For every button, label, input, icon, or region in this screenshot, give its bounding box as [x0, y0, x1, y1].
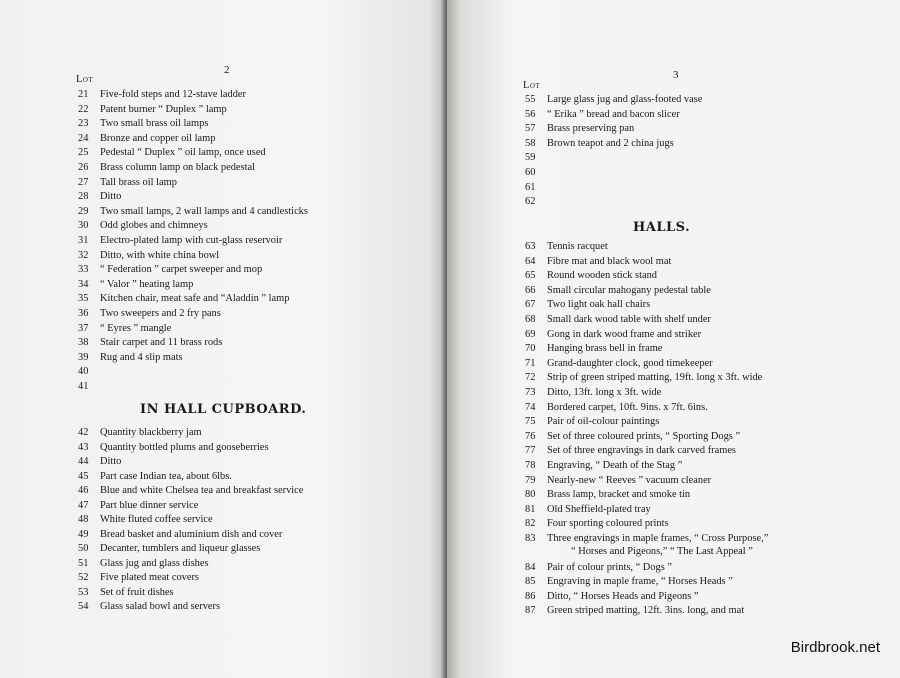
lot-number: 84	[525, 561, 536, 573]
lot-number: 72	[525, 372, 536, 384]
lot-row	[525, 445, 736, 457]
lot-number: 75	[525, 416, 536, 428]
lot-row	[525, 285, 711, 297]
lot-description: Bordered carpet, 10ft. 9ins. x 7ft. 6ins.	[547, 401, 708, 413]
page-number: 3	[673, 69, 679, 81]
lot-number: 21	[78, 89, 89, 100]
lot-description: Set of fruit dishes	[100, 586, 174, 598]
lot-row	[78, 601, 220, 613]
lot-number: 30	[78, 220, 89, 232]
lot-row	[525, 329, 701, 341]
lot-description: Odd globes and chimneys	[100, 220, 208, 232]
page-number: 2	[224, 64, 230, 76]
lot-row	[78, 191, 121, 203]
lot-number: 40	[78, 366, 89, 378]
lot-number: 76	[525, 430, 536, 442]
lot-row	[525, 196, 547, 208]
lot-number: 34	[78, 278, 89, 290]
lot-column-label: Lot	[523, 80, 541, 91]
lot-number: 50	[78, 543, 89, 554]
lot-description: Part case Indian tea, about 6lbs.	[100, 470, 232, 482]
lot-description: Ditto, 13ft. long x 3ft. wide	[547, 387, 662, 398]
lot-row	[525, 372, 762, 384]
lot-number: 55	[525, 94, 536, 105]
lot-description: Strip of green striped matting, 19ft. long x 3ft. wide	[547, 372, 763, 384]
lot-row	[525, 270, 657, 282]
lot-number: 68	[525, 314, 536, 325]
lot-number: 65	[525, 270, 536, 282]
lot-description: Nearly-new “ Reeves ” vacuum cleaner	[547, 474, 712, 486]
lot-description: Kitchen chair, meat safe and “Aladdin ” lamp	[100, 293, 290, 305]
lot-row	[525, 562, 672, 574]
lot-description: Large glass jug and glass-footed vase	[547, 94, 703, 105]
lot-row	[525, 138, 674, 150]
lot-number: 23	[78, 118, 89, 130]
lot-row	[78, 529, 282, 541]
lot-number: 78	[525, 460, 536, 471]
lot-number: 60	[525, 167, 536, 178]
lot-description: “ Eyres ” mangle	[100, 322, 172, 334]
lot-description: Round wooden stick stand	[547, 270, 657, 282]
lot-row	[525, 504, 651, 516]
lot-row	[78, 471, 232, 483]
lot-description: Small dark wood table with shelf under	[547, 314, 711, 325]
lot-row	[525, 533, 768, 545]
lot-description: Electro-plated lamp with cut-glass reservoir	[100, 235, 283, 246]
lot-row	[78, 133, 215, 145]
lot-number: 83	[525, 533, 536, 544]
lot-row	[78, 147, 266, 159]
lot-row	[78, 514, 213, 526]
lot-description: Pair of colour prints, “ Dogs ”	[547, 561, 672, 573]
lot-number: 74	[525, 401, 536, 413]
lot-number: 22	[78, 103, 89, 115]
lot-number: 64	[525, 255, 536, 267]
lot-description: Hanging brass bell in frame	[547, 343, 663, 355]
lot-number: 67	[525, 299, 536, 311]
lot-number: 29	[78, 205, 89, 217]
lot-row	[78, 220, 208, 232]
lot-number: 73	[525, 387, 536, 398]
lot-number: 36	[78, 308, 89, 319]
lot-row	[78, 250, 219, 262]
lot-description: Tennis racquet	[547, 241, 608, 252]
lot-description: White fluted coffee service	[100, 514, 213, 525]
lot-number: 31	[78, 235, 89, 246]
lot-row	[525, 576, 733, 588]
lot-description: Two small lamps, 2 wall lamps and 4 candlesticks	[100, 205, 308, 217]
lot-row	[78, 366, 100, 378]
lot-description: Engraving in maple frame, “ Horses Heads ”	[547, 576, 733, 588]
lot-description: Five plated meat covers	[100, 572, 199, 583]
lot-description: Ditto, “ Horses Heads and Pigeons ”	[547, 590, 699, 602]
lot-number: 86	[525, 590, 536, 602]
lot-row	[78, 308, 221, 320]
lot-number: 45	[78, 470, 89, 482]
lot-number: 59	[525, 152, 536, 164]
section-heading: HALLS.	[633, 220, 691, 235]
lot-number: 58	[525, 137, 536, 149]
lot-row	[78, 500, 198, 512]
lot-number: 77	[525, 445, 536, 457]
lot-number: 46	[78, 485, 89, 496]
lot-row	[78, 352, 183, 364]
lot-description: Decanter, tumblers and liqueur glasses	[100, 543, 261, 554]
lot-row	[525, 152, 547, 164]
lot-row	[78, 104, 227, 116]
lot-row	[525, 591, 699, 603]
lot-row	[525, 416, 659, 428]
lot-row	[78, 264, 262, 276]
lot-description: Set of three coloured prints, “ Sporting Dogs ”	[547, 430, 741, 442]
lot-description: Two small brass oil lamps	[100, 118, 209, 130]
lot-description: Two sweepers and 2 fry pans	[100, 308, 221, 319]
section-heading: IN HALL CUPBOARD.	[140, 402, 307, 417]
lot-row	[78, 442, 269, 454]
lot-number: 37	[78, 322, 89, 334]
lot-row	[78, 235, 282, 247]
lot-number: 61	[525, 181, 536, 193]
lot-description: Stair carpet and 11 brass rods	[100, 337, 223, 349]
lot-row	[525, 431, 740, 443]
lot-description: Bronze and copper oil lamp	[100, 132, 216, 144]
lot-row	[525, 94, 702, 106]
lot-number: 87	[525, 605, 536, 617]
right-page	[447, 0, 900, 678]
site-watermark: Birdbrook.net	[790, 639, 880, 656]
lot-description: “ Erika ” bread and bacon slicer	[547, 108, 680, 120]
lot-description: Pedestal “ Duplex ” oil lamp, once used	[100, 147, 266, 159]
lot-row	[78, 381, 100, 393]
lot-description-continuation: “ Horses and Pigeons,” “ The Last Appeal ”	[571, 546, 753, 557]
lot-number: 24	[78, 132, 89, 144]
lot-number: 38	[78, 337, 89, 349]
lot-column-label: Lot	[76, 74, 94, 85]
lot-number: 63	[525, 241, 536, 252]
lot-number: 35	[78, 293, 89, 305]
lot-description: Quantity bottled plums and gooseberries	[100, 441, 269, 453]
lot-number: 51	[78, 557, 89, 569]
lot-description: Quantity blackberry jam	[100, 427, 202, 438]
lot-number: 39	[78, 351, 89, 363]
lot-description: Grand-daughter clock, good timekeeper	[547, 357, 713, 369]
lot-description: Engraving, “ Death of the Stag ”	[547, 460, 683, 471]
lot-row	[525, 241, 608, 253]
lot-description: Brass column lamp on black pedestal	[100, 162, 255, 173]
lot-row	[525, 314, 711, 326]
lot-description: Small circular mahogany pedestal table	[547, 284, 711, 296]
lot-row	[78, 543, 260, 555]
lot-number: 25	[78, 147, 89, 159]
lot-number: 54	[78, 601, 89, 612]
lot-row	[78, 162, 255, 174]
lot-number: 42	[78, 427, 89, 438]
lot-row	[525, 299, 650, 311]
lot-number: 26	[78, 162, 89, 173]
left-page	[0, 0, 447, 678]
lot-description: “ Valor ” heating lamp	[100, 278, 194, 290]
lot-description: Old Sheffield-plated tray	[547, 503, 651, 515]
lot-description: Green striped matting, 12ft. 3ins. long, and mat	[547, 605, 745, 617]
lot-number: 52	[78, 572, 89, 583]
lot-row	[525, 605, 744, 617]
lot-row	[78, 572, 199, 584]
lot-description: Three engravings in maple frames, “ Cross Purpose,”	[547, 533, 769, 544]
lot-description: Brown teapot and 2 china jugs	[547, 137, 674, 149]
lot-row	[525, 489, 690, 501]
lot-description: Ditto, with white china bowl	[100, 249, 220, 261]
lot-number: 82	[525, 518, 536, 530]
lot-row	[525, 402, 708, 414]
lot-description: Part blue dinner service	[100, 499, 199, 511]
lot-number: 47	[78, 499, 89, 511]
lot-description: Tall brass oil lamp	[100, 176, 177, 188]
lot-number: 69	[525, 328, 536, 340]
lot-number: 85	[525, 576, 536, 588]
lot-row	[525, 109, 680, 121]
lot-number: 56	[525, 108, 536, 120]
lot-row	[78, 587, 174, 599]
lot-row	[78, 323, 171, 335]
lot-row	[525, 518, 669, 530]
lot-number: 70	[525, 343, 536, 355]
lot-description: Pair of oil-colour paintings	[547, 416, 660, 428]
lot-row	[525, 182, 547, 194]
lot-description: Four sporting coloured prints	[547, 518, 669, 530]
lot-row	[525, 343, 662, 355]
lot-row	[525, 358, 713, 370]
lot-number: 43	[78, 441, 89, 453]
lot-row	[78, 293, 289, 305]
lot-description: Rug and 4 slip mats	[100, 351, 183, 363]
lot-row	[525, 460, 682, 472]
lot-number: 44	[78, 456, 89, 467]
lot-row	[78, 485, 303, 497]
lot-row	[525, 475, 711, 487]
lot-description: Patent burner “ Duplex ” lamp	[100, 103, 227, 115]
lot-number: 33	[78, 264, 89, 276]
lot-number: 27	[78, 176, 89, 188]
lot-row	[525, 123, 634, 135]
lot-number: 32	[78, 249, 89, 261]
lot-row	[78, 337, 222, 349]
lot-description: Gong in dark wood frame and striker	[547, 328, 702, 340]
lot-description: Bread basket and aluminium dish and cover	[100, 528, 283, 540]
lot-row	[78, 427, 202, 439]
lot-row	[78, 118, 208, 130]
lot-description: Brass lamp, bracket and smoke tin	[547, 489, 691, 501]
lot-description: Glass salad bowl and servers	[100, 601, 221, 612]
lot-description: Two light oak hall chairs	[547, 299, 651, 311]
lot-description: Fibre mat and black wool mat	[547, 255, 672, 267]
lot-number: 80	[525, 489, 536, 501]
lot-number: 53	[78, 586, 89, 598]
lot-row	[78, 456, 121, 468]
lot-number: 41	[78, 381, 89, 392]
lot-description: Set of three engravings in dark carved frames	[547, 445, 736, 457]
lot-row	[78, 279, 193, 291]
lot-description: Five-fold steps and 12-stave ladder	[100, 89, 247, 100]
lot-number: 71	[525, 357, 536, 369]
lot-number: 28	[78, 191, 89, 203]
lot-number: 81	[525, 503, 536, 515]
lot-description: Ditto	[100, 191, 122, 203]
lot-description: Blue and white Chelsea tea and breakfast service	[100, 485, 304, 496]
lot-number: 79	[525, 474, 536, 486]
lot-number: 48	[78, 514, 89, 525]
lot-row	[525, 167, 547, 179]
lot-row	[78, 206, 308, 218]
lot-row	[78, 89, 246, 101]
lot-number: 66	[525, 284, 536, 296]
lot-description: Ditto	[100, 456, 122, 467]
lot-row	[78, 177, 177, 189]
lot-number: 57	[525, 123, 536, 135]
lot-description: Brass preserving pan	[547, 123, 635, 135]
lot-row	[525, 256, 671, 268]
lot-row	[525, 387, 661, 399]
lot-description: Glass jug and glass dishes	[100, 557, 209, 569]
lot-number: 62	[525, 196, 536, 208]
lot-number: 49	[78, 528, 89, 540]
lot-row	[78, 558, 209, 570]
lot-description: “ Federation ” carpet sweeper and mop	[100, 264, 263, 276]
